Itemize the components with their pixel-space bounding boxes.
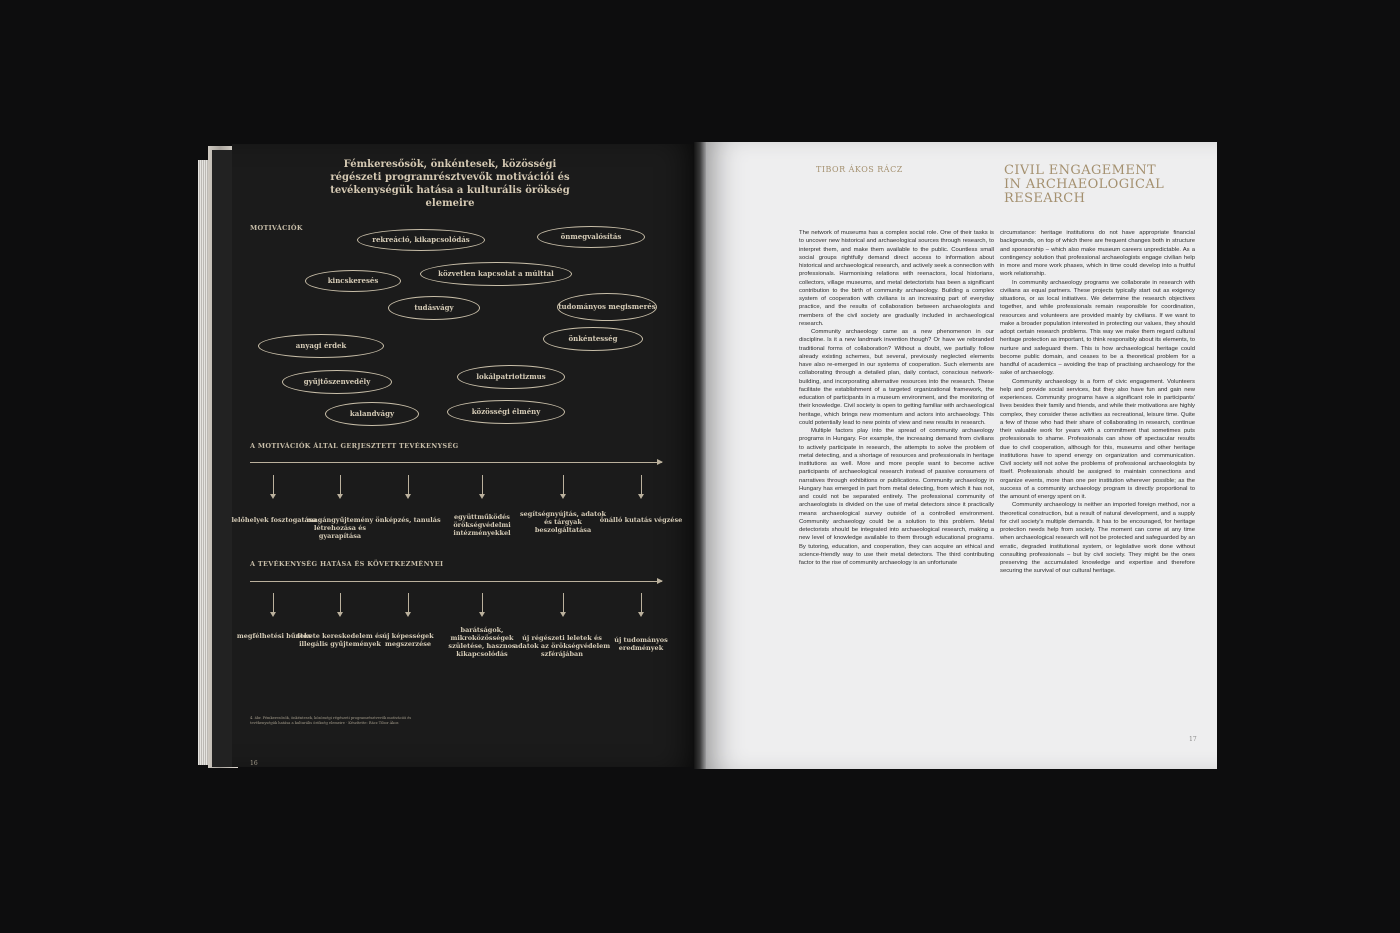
paragraph: The network of museums has a complex social role. One of their tasks is to uncover new historical and archaeological sources through research, to interpret them, and make them available to the public. Countless small social groups rightfully demand direct access to information about historical and archaeological research, and actively seek a connection with professionals. Harmonising relations with reenactors, local historians, collectors, village museums, and metal detectorists has been a significant contribution to the birth of community archaeology. Building a complex system of cooperation with civilians is an increasing part of everyday practice, and the results of collaboration between archaeologists and members of the civil society are gradually included in archaeological research.	[799, 230, 994, 327]
section-label-effects: A TEVÉKENYSÉG HATÁSA ÉS KÖVETKEZMÉNYEI	[250, 560, 444, 568]
motivation-bubble: közösségi élmény	[447, 400, 565, 424]
activity-label: együttműködés örökségvédelmi intézményekkel	[453, 513, 511, 537]
down-arrow	[563, 475, 564, 495]
paragraph: In community archaeology programs we collaborate in research with civilians as equal partners. These projects typically start out as exigency situations, or as local initiatives. We determine the research objectives together, and while professionals remain responsible for coordination, resources and volunteers are provided mainly by civilians. If we want to make a broader population interested in protecting our values, they should adopt certain research problems. This way we make them regard cultural heritage protection as important, to think responsibly about its elements, to nurture and safeguard them. This is how archaeological heritage could become public domain, and ceases to be a theoretical problem for a handful of academics – avoiding the trap of practising archaeology for the sake of archaeology.	[1000, 279, 1195, 377]
down-arrow	[482, 475, 483, 495]
article-title	[1004, 164, 1204, 206]
down-arrow	[273, 475, 274, 495]
down-arrow	[482, 593, 483, 613]
paragraph: circumstance: heritage institutions do not have appropriate financial backgrounds, on top of which there are frequent changes both in structure and sponsorship – which also make museum careers unpredictable. As a contingency solution that professional archaeologists engage civilian help in more and more work phases, which in time could develop into a fruitful work relationship.	[1000, 230, 1195, 278]
down-arrow	[408, 475, 409, 495]
paragraph: Community archaeology is a form of civic engagement. Volunteers help and provide social services, but they also have fun and gain new experiences. Community programs have a significant role in participants' lives besides their family and friends, and while their motivations are highly complex, they consider these activities as recreational, leisure time. Quite a few of those who had their share of collaborating in research, continue their valuable work for years with a commitment that sometimes puts professionals to shame. Professionals can show off spectacular results due to civil cooperation, although for this, museums and other heritage institutions have to spend energy on organization and communication. Civil society will not solve the problems of professional archaeologists by itself. Professionals should be assigned to maintain connections and organize events, more than one per institution wherever possible; as the success of a community archaeology program is directly proportional to the amount of energy spent on it.	[1000, 378, 1195, 500]
motivation-bubble: tudományos megismerés	[557, 293, 657, 321]
down-arrow	[273, 593, 274, 613]
motivation-bubble: kincskeresés	[305, 270, 401, 292]
motivation-bubble: anyagi érdek	[258, 334, 384, 358]
down-arrow	[563, 593, 564, 613]
diagram-title: Fémkeresősök, önkéntesek, közösségi régészeti programrésztvevők motivációi és tevékenységük hatása a kulturális örökség elemeire	[330, 159, 570, 209]
article-author: TIBOR ÁKOS RÁCZ	[816, 165, 903, 174]
article-title-line: IN ARCHAEOLOGICAL	[1004, 177, 1165, 192]
article-title-line: RESEARCH	[1004, 191, 1086, 206]
motivation-bubble: önmegvalósítás	[537, 226, 645, 248]
text-column-2	[1000, 229, 1195, 709]
down-arrow	[408, 593, 409, 613]
down-arrow	[340, 593, 341, 613]
timeline-arrow	[250, 462, 662, 463]
effect-label: új tudományos eredmények	[614, 636, 668, 652]
activity-label: magángyűjtemény létrehozása és gyarapítása	[306, 516, 374, 540]
effect-label: új képességek megszerzése	[382, 632, 434, 648]
paragraph: Community archaeology is neither an imported foreign method, nor a theoretical construction, but a result of natural development, and a supply for civil society's multiple demands. It has to be encouraged, for heritage protection needs help from society. The moment can come at any time when archaeological research will not be protected and safeguarded by an erratic, degraded institutional system, or legislative work done without consulting professionals – but by civil society. They might be the ones preserving the accumulated knowledge and expertise and therefore securing the survival of our cultural heritage.	[1000, 502, 1195, 575]
section-label-motivations: MOTIVÁCIÓK	[250, 224, 303, 232]
activity-label: önképzés, tanulás	[375, 516, 441, 524]
effect-label: megfélhetési bűntés	[236, 632, 312, 640]
down-arrow	[340, 475, 341, 495]
motivation-bubble: gyűjtőszenvedély	[282, 370, 392, 394]
effect-label: fekete kereskedelem és illegális gyűjtemények	[297, 632, 383, 648]
effect-label: barátságok, mikroközösségek születése, hasznos kikapcsolódás	[448, 626, 516, 658]
motivation-bubble: lokálpatriotizmus	[457, 365, 565, 389]
article-title-line: CIVIL ENGAGEMENT	[1004, 163, 1157, 178]
text-column-1	[799, 229, 994, 709]
motivation-bubble: rekreáció, kikapcsolódás	[357, 229, 485, 251]
paragraph: Multiple factors play into the spread of community archaeology programs in Hungary. For example, the increasing demand from civilians to actively participate in research, the attempts to solve the problem of metal detecting, and a shortage of resources and professionals in heritage institutions as well. More and more people want to become active participants of archaeological research instead of passive consumers of narratives through exhibitions or publications. Community archaeology in Hungary has emerged in part from metal detecting, from which it has not, and could not be separated entirely. The professional community of archaeologists is divided on the use of metal detectors since it practically means archaeological survey outside of a controlled environment. Community archaeology could be a solution to this problem. Metal detectorists should be integrated into archaeological research, making a new level of knowledge available to them through educational programs. By tutoring, education, and cooperation, they can acquire an ethical and science-friendly way to use their metal detectors. The third contributing factor to the rise of community archaeology is an unfortunate	[799, 428, 994, 566]
activity-label: önálló kutatás végzése	[599, 516, 683, 524]
page-edge-dark	[212, 150, 234, 767]
activity-label: segítségnyújtás, adatok és tárgyak beszolgáltatása	[520, 510, 606, 534]
paragraph: Community archaeology came as a new phenomenon in our discipline. Is it a new landmark invention though? Or have we rebranded traditional forms of collaboration? Without a doubt, we partially follow already existing schemes, but several, previously neglected elements have also re-emerged in our systems of cooperation. Such elements are collaborating through a detailed plan, daily contact, conscious network-building, and incorporating alternative resources into the research. These facilitate the establishment of a targeted organizational framework, the education of participants in a museum environment, and the monitoring of their knowledge. Civil society is open to getting familiar with archaeological heritage, which brings new momentum and actors into archaeology. This could potentially lead to new points of view and new results in research.	[799, 329, 994, 426]
motivation-bubble: közvetlen kapcsolat a múlttal	[420, 262, 572, 286]
page-number-right: 17	[1189, 736, 1197, 743]
activity-label: lelőhelyek fosztogatása	[231, 516, 317, 524]
timeline-arrow	[250, 581, 662, 582]
motivation-bubble: kalandvágy	[325, 402, 419, 426]
book-gutter	[694, 142, 706, 769]
figure-caption: 4. ábr. Fémkeresősök, önkéntesek, közösségi régészeti programrésztvevők motivációi és tevékenységük hatása a kulturális örökség elemeire · Készítette: Rácz Tibor Ákos	[250, 716, 412, 725]
page-number-left: 16	[250, 760, 258, 767]
motivation-bubble: önkéntesség	[543, 327, 643, 351]
section-label-activities: A MOTIVÁCIÓK ÁLTAL GERJESZTETT TEVÉKENYSÉG	[250, 442, 459, 450]
effect-label: új régészeti leletek és adatok az örökségvédelem szférájában	[513, 634, 611, 658]
down-arrow	[641, 593, 642, 613]
motivation-bubble: tudásvágy	[388, 296, 480, 320]
down-arrow	[641, 475, 642, 495]
